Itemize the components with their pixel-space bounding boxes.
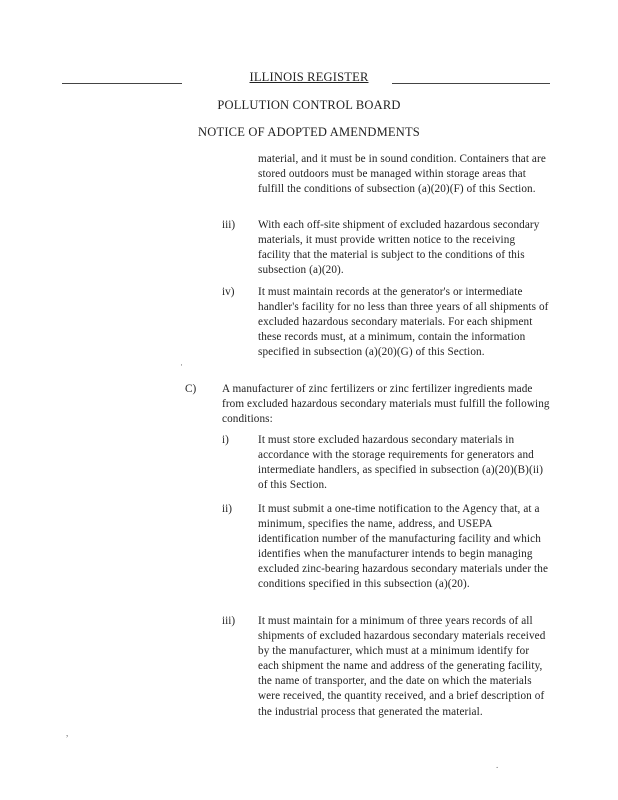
item-iv-text: It must maintain records at the generator's or intermediate handler's facility for no less than three years of all shipments of excluded hazardous secondary materials. For each shipment these records must, at a minimum, contain the information specified in subsection (a)(20)(G) of this Section. [258,286,549,359]
item-iii-label: iii) [222,219,236,231]
speck-mark-bottom-left: , [66,728,69,738]
item-ii-label: ii) [222,503,232,515]
register-title-text: ILLINOIS REGISTER [249,70,369,84]
item-i-label: i) [222,434,229,446]
speck-mark: · [180,360,183,370]
item-i-text: It must store excluded hazardous secondary materials in accordance with the storage requirements for generators and intermediate handlers, as specified in subsection (a)(20)(B)(ii) of this Section. [258,434,544,492]
item-iii-lower-label: iii) [222,615,236,627]
speck-mark-bottom-right: . [496,760,499,770]
section-c-label: C) [185,383,197,395]
item-ii-text: It must submit a one-time notification to the Agency that, at a minimum, specifies the name, address, and USEPA identification number of the manufacturing facility and which identifies when the manufacturer intends to begin managing excluded zinc-bearing hazardous secondary materials under the conditions specified in this subsection (a)(20). [258,503,549,591]
item-iii-lower-text: It must maintain for a minimum of three years records of all shipments of excluded hazardous secondary materials received by the manufacturer, which must at a minimum identify for each shipment the name and address of the generating facility, the name of transporter, and the date on which the materials were received, the quantity received, and a brief description of the industrial process that generated the material. [258,615,546,718]
item-iii-text: With each off-site shipment of excluded hazardous secondary materials, it must provide written notice to the receiving facility that the material is subject to the conditions of this subsection (a)(20). [258,219,540,277]
notice-title: NOTICE OF ADOPTED AMENDMENTS [198,125,420,139]
register-title [0,70,618,85]
board-title: POLLUTION CONTROL BOARD [217,98,401,112]
section-c-text: A manufacturer of zinc fertilizers or zinc fertilizer ingredients made from excluded hazardous secondary materials must fulfill the following conditions: [222,383,550,426]
continuation-paragraph: material, and it must be in sound condition. Containers that are stored outdoors must be managed within storage areas that fulfill the conditions of subsection (a)(20)(F) of this Section. [258,153,546,196]
item-iv-label: iv) [222,286,235,298]
